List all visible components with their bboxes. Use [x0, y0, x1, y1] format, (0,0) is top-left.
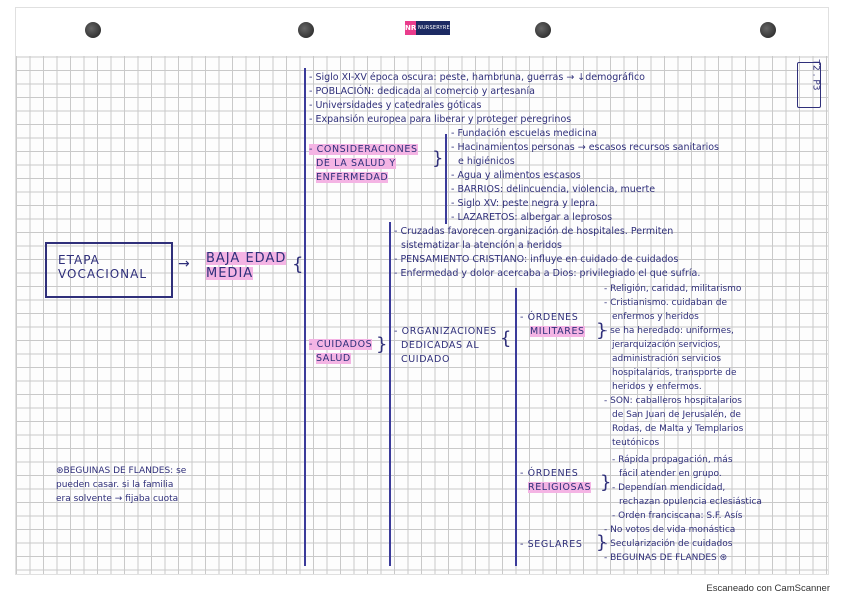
list-item: - Cristianismo. cuidaban de: [604, 298, 727, 308]
note-line2: pueden casar. si la familia: [56, 480, 174, 490]
list-item: Rodas, de Malta y Templarios: [612, 424, 744, 434]
arrow-icon: →: [178, 256, 190, 272]
list-item: - No votos de vida monástica: [604, 525, 736, 535]
logo-mark: NR: [405, 21, 416, 35]
etapa-title-line2: VOCACIONAL: [58, 267, 148, 281]
list-item: - LAZARETOS: albergar a leprosos: [451, 212, 613, 223]
list-item: - se ha heredado: uniformes,: [604, 326, 734, 336]
brace-icon: }: [376, 334, 388, 355]
organizaciones-title-line2: DEDICADAS AL: [401, 340, 480, 351]
organizaciones-title-line3: CUIDADO: [401, 354, 451, 365]
baja-edad-line2: MEDIA: [206, 266, 254, 281]
religiosas-title-line2: RELIGIOSAS: [528, 482, 592, 493]
list-item: - Fundación escuelas medicina: [451, 128, 597, 139]
brace-icon: }: [432, 148, 444, 169]
page-code: T2 . P3: [810, 59, 821, 91]
etapa-title-line1: ETAPA: [58, 253, 100, 267]
scanner-footer: Escaneado con CamScanner: [706, 583, 830, 594]
organizaciones-title-line1: - ORGANIZACIONES: [394, 326, 497, 337]
list-item: - Orden franciscana: S.F. Asís: [612, 511, 743, 521]
seglares-title: - SEGLARES: [520, 539, 583, 550]
list-item: e higiénicos: [458, 156, 515, 167]
brace-icon: }: [600, 472, 612, 493]
list-item: hospitalarios, transporte de: [612, 368, 737, 378]
cuidados-title-line1: - CUIDADOS: [309, 339, 373, 350]
list-item: - Secularización de cuidados: [604, 539, 733, 549]
main-divider-line: [304, 68, 306, 566]
secondary-divider-line: [389, 222, 391, 566]
list-item: - BARRIOS: delincuencia, violencia, muerte: [451, 184, 656, 195]
list-item: - Hacinamientos personas → escasos recursos sanitarios: [451, 142, 719, 153]
orders-divider-line: [515, 288, 517, 566]
binder-hole: [298, 22, 314, 38]
list-item: jerarquización servicios,: [612, 340, 721, 350]
list-item: - Enfermedad y dolor acercaba a Dios: privilegiado el que sufría.: [394, 268, 701, 279]
brace-icon: }: [596, 532, 608, 553]
militares-title-line2: MILITARES: [530, 326, 585, 337]
list-item: - Rápida propagación, más: [612, 455, 733, 465]
list-item: sistematizar la atención a heridos: [401, 240, 562, 251]
brace-icon: }: [596, 320, 608, 341]
list-item: - Expansión europea para liberar y proteger peregrinos: [309, 114, 572, 125]
list-item: administración servicios: [612, 354, 722, 364]
militares-title-line1: - ÓRDENES: [520, 312, 579, 323]
list-item: - PENSAMIENTO CRISTIANO: influye en cuidado de cuidados: [394, 254, 679, 265]
list-item: fácil atender en grupo.: [619, 469, 722, 479]
considerations-title-line3: ENFERMEDAD: [316, 172, 389, 183]
page-code-box: [797, 59, 821, 108]
note-line1: ⊛BEGUINAS DE FLANDES: se: [56, 466, 187, 476]
list-item: rechazan opulencia eclesiástica: [619, 497, 762, 507]
brace-icon: {: [292, 254, 304, 275]
binder-hole: [760, 22, 776, 38]
list-item: - Religión, caridad, militarismo: [604, 284, 742, 294]
list-item: - Dependían mendicidad,: [612, 483, 726, 493]
considerations-divider-line: [445, 134, 447, 224]
considerations-title-line1: - CONSIDERACIONES: [309, 144, 418, 155]
list-item: enfermos y heridos: [612, 312, 699, 322]
list-item: de San Juan de Jerusalén, de: [612, 410, 741, 420]
brand-logo: [405, 21, 461, 35]
considerations-title-line2: DE LA SALUD Y: [316, 158, 396, 169]
note-line3: era solvente → fijaba cuota: [56, 494, 179, 504]
list-item: - Universidades y catedrales góticas: [309, 100, 482, 111]
cuidados-title-line2: SALUD: [316, 353, 351, 364]
binder-hole: [535, 22, 551, 38]
logo-text: NURSERYRESUS: [418, 25, 461, 31]
religiosas-title-line1: - ÓRDENES: [520, 468, 579, 479]
list-item: - Siglo XV: peste negra y lepra.: [451, 198, 599, 209]
list-item: - POBLACIÓN: dedicada al comercio y artesanía: [309, 86, 535, 97]
brace-icon: {: [500, 328, 512, 349]
binder-hole: [85, 22, 101, 38]
list-item: - BEGUINAS DE FLANDES ⊛: [604, 553, 728, 563]
list-item: - SON: caballeros hospitalarios: [604, 396, 742, 406]
list-item: teutónicos: [612, 438, 660, 448]
list-item: - Siglo XI-XV época oscura: peste, hambruna, guerras → ↓demográfico: [309, 72, 645, 83]
list-item: - Cruzadas favorecen organización de hospitales. Permiten: [394, 226, 674, 237]
list-item: - Agua y alimentos escasos: [451, 170, 581, 181]
baja-edad-line1: BAJA EDAD: [206, 251, 287, 266]
list-item: heridos y enfermos.: [612, 382, 702, 392]
